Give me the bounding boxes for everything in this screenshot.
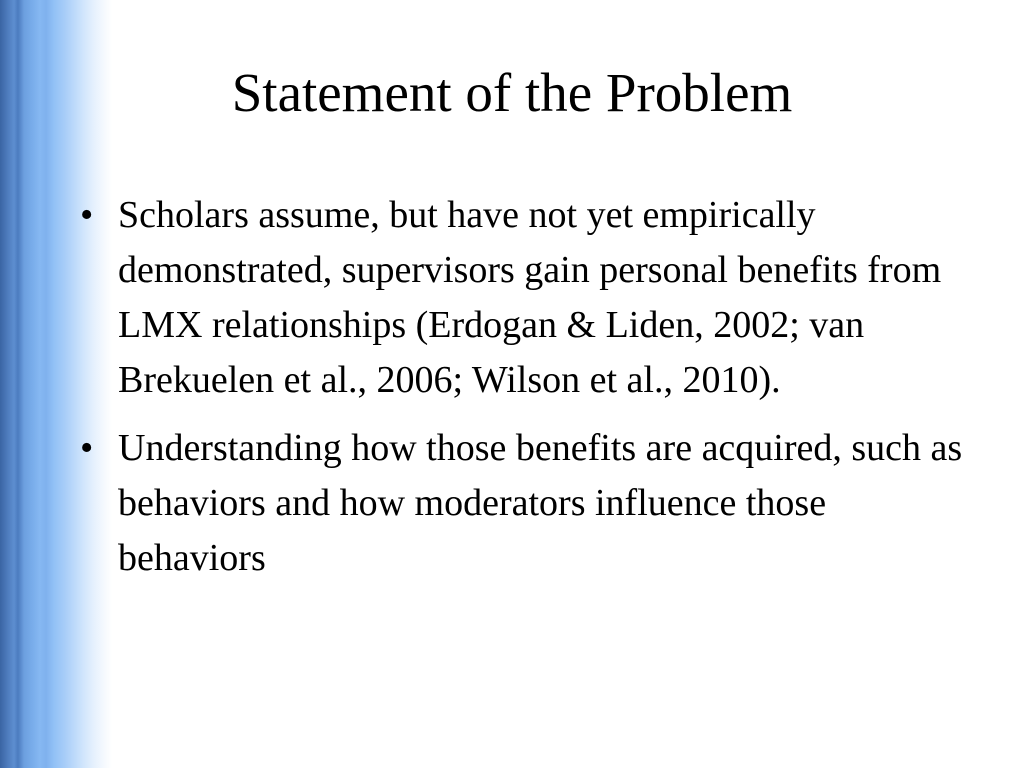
bullet-list: [77, 188, 977, 599]
slide-title: Statement of the Problem: [231, 62, 793, 123]
bullet-text: Scholars assume, but have not yet empirically demonstrated, supervisors gain personal benefits from LMX relationships (Erdogan & Liden, 2002; van Brekuelen et al., 2006; Wilson et al., 2010).: [118, 194, 942, 401]
bullet-marker: •: [80, 194, 94, 236]
bullet-marker: •: [80, 427, 94, 469]
bullet-item: [77, 421, 977, 586]
bullet-text: Understanding how those benefits are acquired, such as behaviors and how moderators influence those behaviors: [118, 427, 963, 579]
bullet-item: [77, 188, 977, 408]
